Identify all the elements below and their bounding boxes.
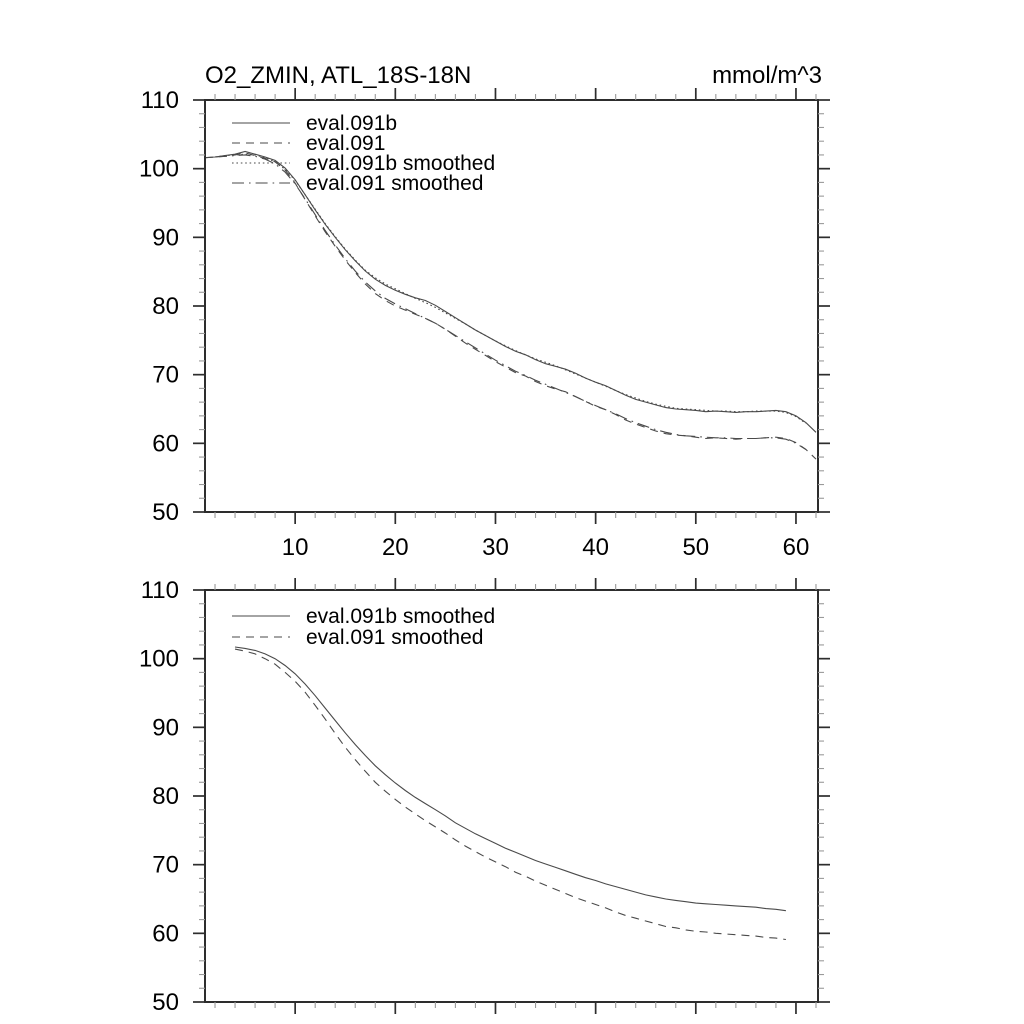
- plot-frame: [205, 100, 818, 512]
- y-tick-label: 50: [152, 989, 179, 1016]
- tick-marks: [193, 88, 830, 524]
- y-tick-label: 70: [152, 361, 179, 389]
- x-tick-label: 60: [782, 534, 810, 561]
- chart-1: [139, 62, 830, 561]
- y-tick-label: 90: [152, 224, 179, 252]
- legend-label-eval091-smoothed-heavy: eval.091 smoothed: [306, 626, 484, 649]
- y-tick-label: 90: [152, 714, 179, 742]
- y-tick-label: 110: [140, 87, 179, 114]
- legend: [232, 605, 495, 649]
- y-tick-label: 60: [152, 920, 179, 948]
- series-line-eval091b-smoothed: [215, 154, 806, 423]
- chart-title: O2_ZMIN, ATL_18S-18N: [205, 62, 472, 89]
- units-label: mmol/m^3: [712, 62, 822, 89]
- legend-label-eval091-smoothed: eval.091 smoothed: [306, 172, 484, 195]
- tick-marks: [193, 578, 830, 1014]
- x-tick-label: 40: [582, 534, 609, 561]
- x-tick-label: 30: [482, 534, 509, 561]
- series-line-eval091-smoothed: [215, 155, 806, 450]
- legend-label-eval091b: eval.091b: [306, 112, 398, 135]
- series-line-eval091-smoothed-heavy: [235, 649, 786, 939]
- x-tick-label: 10: [281, 534, 309, 561]
- y-tick-label: 100: [138, 155, 179, 183]
- chart-2: [139, 577, 830, 1016]
- legend: [232, 112, 495, 195]
- y-tick-label: 80: [152, 783, 179, 810]
- y-tick-label: 50: [152, 499, 179, 526]
- plot-frame: [205, 590, 818, 1002]
- y-tick-label: 60: [152, 430, 179, 458]
- legend-label-eval091: eval.091: [306, 132, 386, 155]
- series-line-eval091b: [205, 152, 816, 433]
- series-group: [235, 647, 786, 940]
- series-group: [205, 152, 816, 460]
- legend-label-eval091b-smoothed-heavy: eval.091b smoothed: [306, 605, 496, 628]
- y-tick-label: 100: [138, 645, 179, 673]
- y-tick-label: 70: [152, 851, 179, 879]
- legend-label-eval091b-smoothed: eval.091b smoothed: [306, 152, 496, 175]
- y-tick-label: 110: [140, 577, 179, 604]
- x-tick-label: 50: [682, 534, 710, 561]
- y-tick-label: 80: [152, 293, 179, 320]
- series-line-eval091: [205, 153, 816, 459]
- series-line-eval091b-smoothed-heavy: [235, 647, 786, 911]
- x-tick-label: 20: [381, 534, 409, 561]
